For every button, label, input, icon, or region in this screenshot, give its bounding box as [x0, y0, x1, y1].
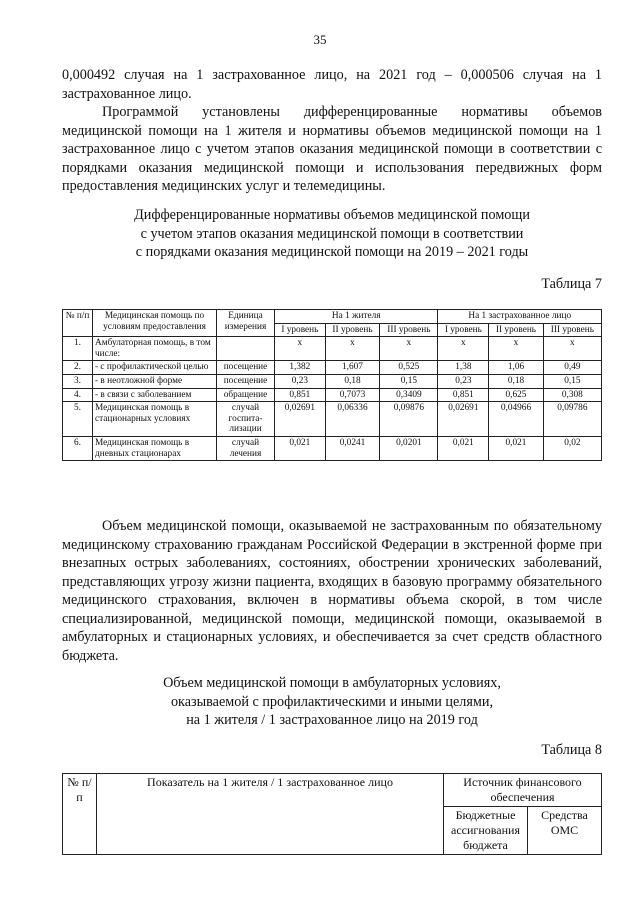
header-unit: Единица измерения [217, 310, 275, 337]
row-value: 0,7073 [325, 388, 380, 402]
header-indicator: Показатель на 1 жителя / 1 застрахованное лицо [97, 774, 444, 855]
heading-2-line: Объем медицинской помощи в амбулаторных условиях, [163, 675, 501, 691]
row-value: 0,06336 [325, 402, 380, 437]
header-level: III уровень [543, 323, 601, 337]
table-8-caption: Таблица 8 [541, 742, 602, 758]
row-name: Медицинская помощь в дневных стационарах [93, 436, 217, 460]
row-num: 3. [63, 374, 93, 388]
row-value: 0,308 [543, 388, 601, 402]
row-unit: случай госпита-лизации [217, 402, 275, 437]
row-unit: обращение [217, 388, 275, 402]
row-unit [217, 337, 275, 361]
header-level: III уровень [380, 323, 438, 337]
row-num: 2. [63, 361, 93, 375]
table-row [63, 436, 602, 460]
header-level: II уровень [325, 323, 380, 337]
row-value: 0,021 [489, 436, 544, 460]
row-unit: посещение [217, 374, 275, 388]
row-value: 0,021 [275, 436, 326, 460]
header-level: II уровень [489, 323, 544, 337]
row-num: 4. [63, 388, 93, 402]
paragraph-3: Объем медицинской помощи, оказываемой не застрахованным по обязательному медицинскому страхованию гражданам Российской Федерации в экстренной форме при внезапных острых заболеваниях, состояниях, обострении хронических заболеваний, представляющих угрозу жизни пациента, входящих в базовую программу обязательного медицинского страхования, включен в нормативы объема скорой, в том числе специализированной, медицинской помощи, медицинской помощи, оказываемой в амбулаторных и стационарных условиях, и обеспечивается за счет средств областного бюджета. [62, 518, 602, 664]
row-value: 0,09876 [380, 402, 438, 437]
table-7-caption: Таблица 7 [541, 276, 602, 292]
heading-2 [62, 674, 602, 730]
row-value: 0,625 [489, 388, 544, 402]
row-value: 0,525 [380, 361, 438, 375]
row-value: 0,15 [543, 374, 601, 388]
table-8 [62, 773, 602, 855]
row-value: 0,0201 [380, 436, 438, 460]
row-name: - в неотложной форме [93, 374, 217, 388]
header-name: Медицинская помощь по условиям предоставления [93, 310, 217, 337]
header-oms: Средства ОМС [528, 807, 602, 855]
row-value: 0,0241 [325, 436, 380, 460]
heading-2-line: оказываемой с профилактическими и иными целями, [170, 693, 494, 710]
table-row [63, 361, 602, 375]
row-value: 0,851 [275, 388, 326, 402]
header-per-insured: На 1 застрахованное лицо [438, 310, 602, 324]
header-num: № п/п [63, 310, 93, 337]
header-source: Источник финансового обеспечения [444, 774, 602, 807]
row-unit: случай лечения [217, 436, 275, 460]
row-name: - с профилактической целью [93, 361, 217, 375]
heading-1-line: с учетом этапов оказания медицинской помощи в соответствии [140, 225, 524, 242]
row-value: 1,382 [275, 361, 326, 375]
row-value: 1,06 [489, 361, 544, 375]
row-name: - в связи с заболеванием [93, 388, 217, 402]
row-num: 5. [63, 402, 93, 437]
row-value: 0,02691 [275, 402, 326, 437]
table-row [63, 388, 602, 402]
header-level: I уровень [438, 323, 489, 337]
row-value: х [543, 337, 601, 361]
table-row [63, 402, 602, 437]
row-value: х [489, 337, 544, 361]
header-per-resident: На 1 жителя [275, 310, 438, 324]
row-value: 0,18 [325, 374, 380, 388]
row-name: Амбулаторная помощь, в том числе: [93, 337, 217, 361]
row-value: х [438, 337, 489, 361]
heading-1-line: Дифференцированные нормативы объемов медицинской помощи [134, 207, 530, 223]
heading-2-line: на 1 жителя / 1 застрахованное лицо на 2019 год [186, 712, 478, 728]
header-budget: Бюджетные ассигнования бюджета [444, 807, 528, 855]
heading-1 [62, 206, 602, 262]
table-row [63, 374, 602, 388]
row-value: 0,49 [543, 361, 601, 375]
row-num: 6. [63, 436, 93, 460]
row-unit: посещение [217, 361, 275, 375]
header-num: № п/п [63, 774, 97, 855]
row-value: х [380, 337, 438, 361]
row-value: х [325, 337, 380, 361]
row-value: 0,02 [543, 436, 601, 460]
row-value: 0,09786 [543, 402, 601, 437]
table-7 [62, 309, 602, 461]
row-value: 0,18 [489, 374, 544, 388]
row-value: 1,38 [438, 361, 489, 375]
row-value: 0,02691 [438, 402, 489, 437]
paragraph-2: Программой установлены дифференцированные нормативы объемов медицинской помощи на 1 жителя и нормативы объемов медицинской помощи на 1 застрахованное лицо с учетом этапов оказания медицинской помощи в соответствии с порядками оказания медицинской помощи и использования передвижных форм предоставления медицинских услуг и телемедицины. [62, 104, 602, 194]
paragraph-1: 0,000492 случая на 1 застрахованное лицо, на 2021 год – 0,000506 случая на 1 застрахованное лицо. [62, 67, 602, 102]
row-value: 0,3409 [380, 388, 438, 402]
row-value: 0,15 [380, 374, 438, 388]
row-value: 0,021 [438, 436, 489, 460]
page-number: 35 [313, 32, 327, 47]
row-name: Медицинская помощь в стационарных условиях [93, 402, 217, 437]
row-value: 0,851 [438, 388, 489, 402]
header-level: I уровень [275, 323, 326, 337]
row-value: 1,607 [325, 361, 380, 375]
row-value: 0,23 [275, 374, 326, 388]
heading-1-line: с порядками оказания медицинской помощи на 2019 – 2021 годы [135, 244, 529, 260]
row-value: х [275, 337, 326, 361]
row-num: 1. [63, 337, 93, 361]
row-value: 0,04966 [489, 402, 544, 437]
row-value: 0,23 [438, 374, 489, 388]
table-row [63, 337, 602, 361]
